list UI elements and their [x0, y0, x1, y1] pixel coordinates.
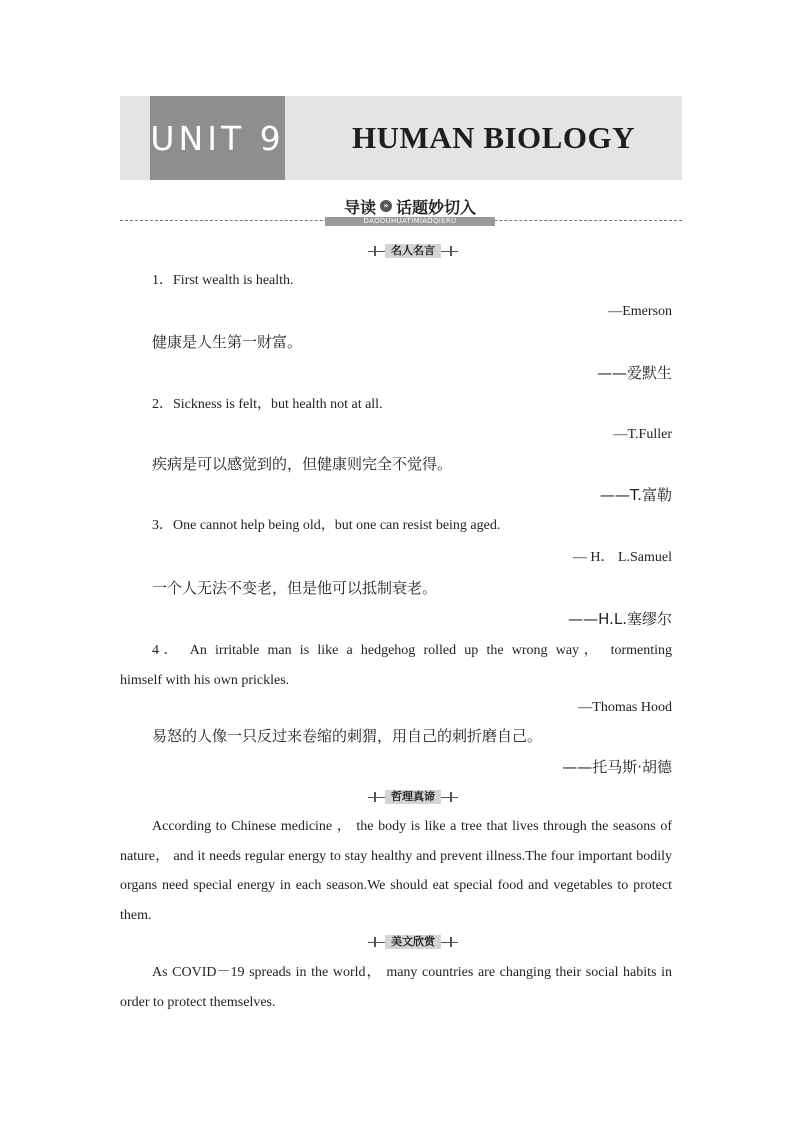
section-tag-appreciation: [368, 935, 458, 949]
philosophy-paragraph: According to Chinese medicine ， the body is like a tree that lives through the seasons of nature， and it needs regular energy to stay healthy and prevent illness.The four important bodily organs need special energy in each season.We should eat special food and vegetables to protect them.: [120, 819, 672, 923]
quote-3-en: 3．One cannot help being old，but one can resist being aged.: [152, 518, 501, 533]
quote-2-zh: 疾病是可以感觉到的，但健康则完全不觉得。: [152, 455, 453, 473]
guide-title-b: 话题妙切入: [396, 197, 477, 217]
guide-heading: [120, 195, 682, 229]
quote-4-en-author: —Thomas Hood: [578, 700, 672, 715]
quote-4-zh: 易怒的人像一只反过来卷缩的刺猬，用自己的刺折磨自己。: [152, 727, 543, 745]
quote-4-zh-author: ——托马斯·胡德: [562, 758, 672, 776]
section-tag-philosophy: [368, 790, 458, 804]
quote-4-en-cont: himself with his own prickles.: [120, 673, 290, 688]
unit-title: HUMAN BIOLOGY: [352, 120, 635, 155]
quote-1-zh: 健康是人生第一财富。: [152, 333, 303, 351]
appreciation-paragraph: As COVID－19 spreads in the world， many countries are changing their social habits in order to protect themselves.: [120, 965, 672, 1010]
quote-3-zh-author: ——H.L.塞缪尔: [568, 610, 672, 628]
section-tag-label: 美文欣赏: [385, 935, 441, 949]
quote-3-zh: 一个人无法不变老，但是他可以抵制衰老。: [152, 579, 438, 597]
quote-2-en: 2．Sickness is felt，but health not at all.: [152, 397, 383, 412]
unit-number: UNIT 9: [150, 96, 285, 180]
arrow-icon: »: [380, 200, 392, 212]
quote-2-zh-author: ——T.富勒: [599, 486, 672, 504]
section-tag-quotes: [368, 244, 458, 258]
quote-4-en: 4． An irritable man is like a hedgehog rolled up the wrong way， tormenting: [152, 643, 672, 658]
section-tag-label: 名人名言: [385, 244, 441, 258]
guide-pinyin: DAODUHUATIMIAOQIERU: [325, 217, 495, 226]
section-tag-label: 哲理真谛: [385, 790, 441, 804]
quote-3-en-author: — H． L.Samuel: [572, 550, 672, 565]
unit-banner: [120, 96, 682, 180]
quote-1-en-author: —Emerson: [608, 304, 672, 319]
quote-2-en-author: —T.Fuller: [613, 427, 672, 442]
guide-title-a: 导读: [343, 197, 376, 217]
quote-1-zh-author: ——爱默生: [596, 364, 672, 382]
quote-1-en: 1．First wealth is health.: [152, 273, 294, 288]
